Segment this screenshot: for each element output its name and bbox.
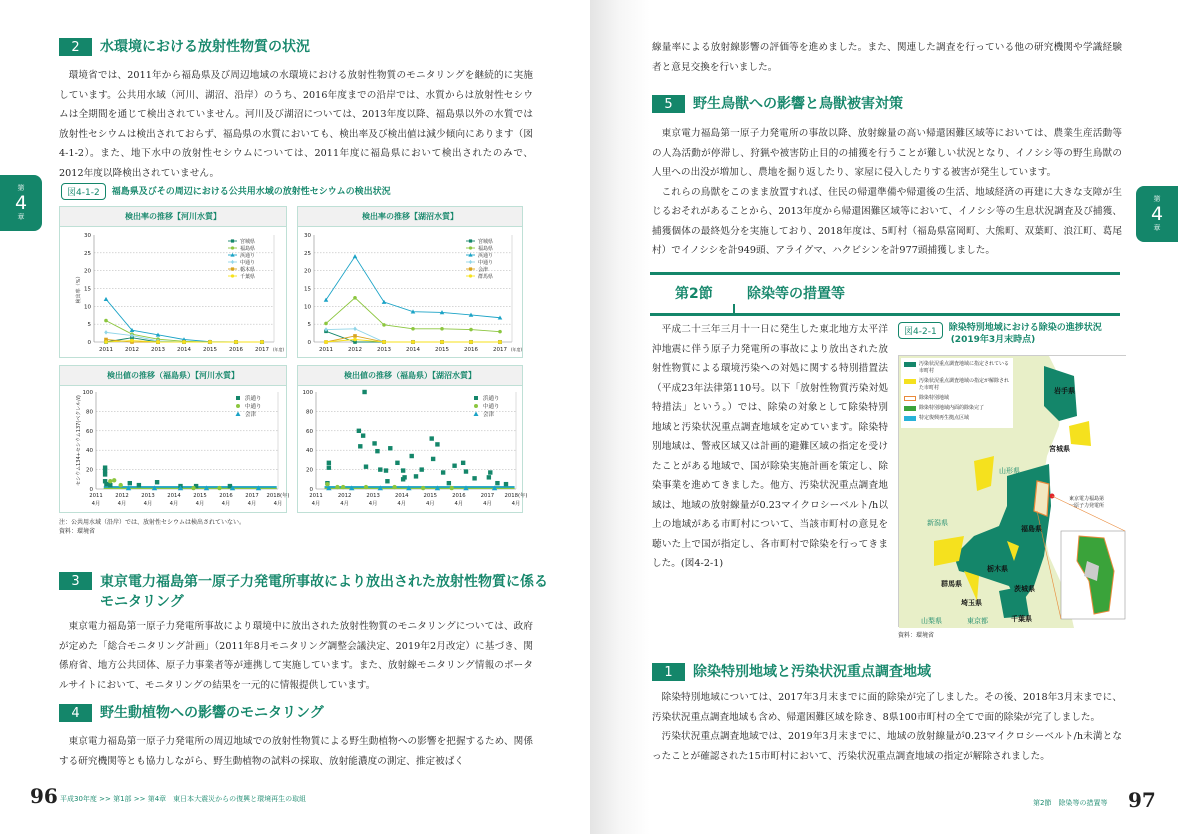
x-tick-label: 2012	[125, 347, 139, 353]
data-point	[112, 478, 116, 482]
data-point	[208, 340, 212, 344]
map-label-tokyo: 東京都	[967, 617, 988, 625]
data-point	[435, 442, 439, 446]
chart-lake-rate-plot	[298, 227, 524, 359]
x-tick-label: 2013	[151, 347, 165, 353]
x-tick-label: 4月	[273, 501, 283, 507]
legend-label: 会津	[483, 412, 495, 418]
data-point	[469, 260, 472, 264]
x-tick-label: 2015	[435, 347, 449, 353]
chapter-tab-number: 4	[14, 192, 28, 214]
series-line	[326, 298, 500, 332]
y-tick-label: 15	[84, 286, 91, 293]
x-tick-label: 2014	[394, 493, 409, 499]
legend-label: 千葉県	[240, 274, 256, 280]
chart-lake-rate	[297, 206, 523, 358]
figure-4-1-2-caption	[61, 183, 391, 200]
legend-label: 会津	[478, 267, 489, 273]
figure-title: 福島県及びその周辺における公共用水域の放射性セシウムの検出状況	[111, 186, 391, 197]
data-point	[104, 319, 108, 323]
data-point	[382, 300, 387, 304]
data-point	[357, 429, 361, 433]
map-legend-item	[904, 405, 1010, 412]
figure-id: 図4-1-2	[61, 183, 106, 200]
x-tick-label: 2015	[193, 493, 207, 499]
data-point	[440, 327, 444, 331]
figure-id: 図4-2-1	[898, 322, 943, 339]
data-point	[103, 468, 107, 472]
data-point	[469, 246, 472, 249]
data-point	[155, 480, 159, 484]
map-label-fukushima: 福島県	[1021, 525, 1042, 533]
legend-label: 宮城県	[240, 239, 256, 245]
legend-swatch	[904, 406, 916, 411]
x-tick-label: 4月	[117, 501, 127, 507]
data-point	[495, 481, 499, 485]
data-point	[487, 475, 491, 479]
data-point	[353, 327, 357, 332]
data-point	[388, 446, 392, 450]
data-point	[401, 468, 405, 472]
data-point	[231, 246, 234, 249]
data-point	[104, 482, 108, 486]
x-tick-label: 2011	[89, 493, 103, 499]
x-tick-label: 4月	[143, 501, 153, 507]
page-number: 96	[30, 784, 58, 808]
data-point	[324, 340, 328, 344]
data-point	[447, 481, 451, 485]
data-point	[104, 330, 108, 335]
chart-river-rate-plot	[60, 227, 288, 359]
x-tick-label: 2015	[203, 347, 217, 353]
x-axis-label: (年度)	[511, 347, 523, 352]
data-point	[335, 485, 339, 489]
x-tick-label: 2016	[464, 347, 478, 353]
x-tick-label: 2017	[493, 347, 507, 353]
y-tick-label: 15	[304, 286, 311, 293]
data-point	[128, 481, 132, 485]
x-tick-label: 2014	[177, 347, 191, 353]
x-tick-label: 4月	[91, 501, 101, 507]
legend-swatch	[904, 379, 916, 384]
data-point	[469, 239, 472, 242]
banner-divider	[733, 304, 735, 313]
section-title-line1: 東京電力福島第一原子力発電所事故により放出された放射性物質に係る	[100, 574, 548, 590]
data-point	[472, 476, 476, 480]
data-point	[410, 454, 414, 458]
x-tick-label: 2014	[167, 493, 181, 499]
y-tick-label: 100	[302, 390, 313, 396]
y-tick-label: 5	[87, 322, 91, 329]
legend-label: 会津	[245, 412, 257, 418]
x-tick-label: 2013	[377, 347, 391, 353]
data-point	[103, 472, 107, 476]
data-point	[236, 412, 241, 417]
x-tick-label: 2014	[406, 347, 420, 353]
data-point	[358, 444, 362, 448]
y-tick-label: 80	[86, 409, 93, 416]
x-tick-label: 2018(年)	[266, 493, 290, 499]
map-label-tochigi: 栃木県	[987, 565, 1008, 573]
map-label-miyagi: 宮城県	[1049, 445, 1070, 453]
data-point	[385, 479, 389, 483]
x-tick-label: 4月	[311, 501, 321, 507]
chart-title: 検出率の推移【河川水質】	[60, 207, 286, 227]
data-point	[375, 449, 379, 453]
section-number: 5	[652, 95, 685, 113]
data-point	[324, 322, 328, 326]
paragraph: 除染特別地域については、2017年3月末までに面的除染が完了しました。その後、2018年3月末までに、汚染状況重点調査地域も含め、帰還困難区域を除き、8県100市町村の全てで面的除染が完了しました。	[652, 692, 1122, 723]
paragraph: 線量率による放射線影響の評価等を進めました。また、関連した調査を行っている他の研究機関や学識経験者と意見交換を行いました。	[652, 42, 1122, 73]
data-point	[108, 479, 112, 483]
data-point	[469, 274, 472, 277]
paragraph: 東京電力福島第一原子力発電所の周辺地域での放射性物質による野生動植物への影響を把握するため、関係する研究機関等とも協力しながら、野生動植物の試料の採取、放射能濃度の測定、推定被ばく	[59, 736, 533, 767]
x-tick-label: 2013	[366, 493, 380, 499]
map-label-saitama: 埼玉県	[961, 599, 982, 607]
figure-title	[949, 322, 1102, 346]
data-point	[361, 433, 365, 437]
map-label-plant: 東京電力福島第一原子力発電所	[1069, 496, 1105, 509]
legend-label: 除染特別地域内面的除染完了	[919, 405, 985, 411]
x-tick-label: 4月	[195, 501, 205, 507]
y-tick-label: 0	[89, 487, 93, 493]
map-label-iwate: 岩手県	[1054, 387, 1075, 395]
x-tick-label: 4月	[511, 501, 521, 507]
data-point	[104, 340, 108, 344]
chapter-tab-prefix: 第	[17, 184, 25, 192]
section-number: 2	[59, 38, 92, 56]
data-point	[231, 274, 234, 277]
map-label-niigata: 新潟県	[927, 519, 948, 527]
x-tick-label: 4月	[340, 501, 349, 507]
data-point	[450, 486, 454, 490]
x-tick-label: 4月	[169, 501, 179, 507]
section-title-line2: モニタリング	[100, 594, 184, 610]
legend-label: 栃木県	[240, 267, 256, 273]
legend-label: 浜通り	[483, 396, 500, 402]
x-tick-label: 2016	[452, 493, 466, 499]
section-3-body	[59, 617, 533, 695]
data-point	[191, 486, 195, 490]
y-tick-label: 20	[306, 467, 313, 474]
data-point	[327, 461, 331, 465]
legend-label: 中通り	[240, 260, 256, 266]
y-tick-label: 40	[306, 448, 313, 455]
data-point	[372, 441, 376, 445]
chart-lake-values	[297, 365, 528, 513]
legend-label: 中通り	[483, 404, 500, 410]
decontamination-map	[898, 355, 1126, 627]
legend-label: 除染特別地域	[919, 395, 950, 401]
chapter-tab-suffix: 章	[1153, 224, 1161, 232]
chapter-tab-suffix: 章	[17, 213, 25, 221]
paragraph: これらの鳥獣をこのまま放置すれば、住民の帰還準備や帰還後の生活、地域経済の再建に大きな支障が生じるおそれがあることから、2013年度から帰還困難区域等において、イノシシ等の生息状況調査及び捕獲、捕獲個体の最終処分を実施しており、2018年度は、5町村（福島県富岡町、大熊町、双葉町、浪江町、葛尾村）でイノシシを計949頭、アライグマ、ハクビシンを計977頭捕獲しました。	[652, 186, 1122, 256]
chapter-section-number: 第2節	[675, 286, 713, 302]
data-point	[108, 483, 112, 487]
paragraph: 汚染状況重点調査地域では、2019年3月末までに、地域の放射線量が0.23マイクロシーベルト/h未満となったことが確認された15市町村において、汚染状況重点調査地域の指定が解除されました。	[652, 731, 1122, 762]
legend-label: 福島県	[478, 246, 494, 252]
data-point	[504, 482, 508, 486]
legend-label: 群馬県	[478, 274, 494, 280]
x-tick-label: 4月	[368, 501, 378, 507]
x-tick-label: 2018(年)	[504, 493, 528, 499]
data-point	[420, 467, 424, 471]
chapter-tab-right[interactable]	[1136, 186, 1178, 242]
section-title: 野生鳥獣への影響と鳥獣被害対策	[693, 96, 903, 112]
data-point	[401, 477, 405, 481]
data-point	[234, 340, 238, 344]
legend-label: 汚染状況重点調査地域の指定が解除された市町村	[919, 378, 1010, 391]
continued-text	[652, 38, 1122, 77]
chart-title: 検出値の推移（福島県）【河川水質】	[60, 366, 286, 386]
chapter-tab-left[interactable]	[0, 175, 42, 231]
legend-swatch	[904, 416, 916, 421]
section-title	[100, 572, 548, 612]
data-point	[231, 260, 234, 264]
section-1-body	[652, 688, 1122, 766]
legend-label: 宮城県	[478, 239, 494, 245]
y-tick-label: 10	[304, 304, 311, 311]
data-point	[392, 485, 396, 489]
data-point	[353, 254, 358, 258]
map-label-chiba: 千葉県	[1011, 615, 1032, 623]
chapter-section-title: 除染等の措置等	[747, 286, 845, 302]
data-point	[231, 239, 234, 242]
map-label-gunma: 群馬県	[941, 580, 962, 588]
y-tick-label: 30	[304, 233, 311, 239]
x-tick-label: 2012	[115, 493, 129, 499]
data-point	[469, 267, 472, 270]
data-point	[469, 340, 473, 344]
x-tick-label: 2017	[480, 493, 495, 499]
y-tick-label: 20	[304, 268, 311, 275]
data-point	[474, 396, 478, 400]
data-point	[382, 340, 386, 344]
data-point	[414, 474, 418, 478]
data-point	[411, 340, 415, 344]
data-point	[341, 485, 345, 489]
data-point	[498, 340, 502, 344]
figure-4-2-1-caption	[898, 322, 1102, 346]
section-5-heading	[652, 94, 903, 114]
legend-label: 中通り	[478, 260, 494, 266]
x-tick-label: 2013	[141, 493, 155, 499]
source-text: 資料：環境省	[59, 528, 96, 535]
x-tick-label: 2017	[255, 347, 269, 353]
data-point	[231, 267, 234, 270]
map-legend-item	[904, 395, 1010, 402]
data-point	[430, 436, 434, 440]
section-1-heading	[652, 662, 931, 682]
map-legend-item	[904, 415, 1010, 422]
chapter-tab-number: 4	[1150, 203, 1164, 225]
y-tick-label: 30	[84, 233, 91, 239]
legend-label: 汚染状況重点調査地域に指定されている市町村	[919, 361, 1010, 374]
data-point	[156, 340, 160, 344]
map-legend-item	[904, 361, 1010, 375]
x-tick-label: 2011	[319, 347, 333, 353]
intro-body	[652, 320, 888, 574]
section-title: 水環境における放射性物質の状況	[100, 39, 310, 55]
data-point	[488, 470, 492, 474]
x-tick-label: 2017	[245, 493, 259, 499]
data-point	[441, 470, 445, 474]
data-point	[236, 396, 240, 400]
figure-title-line2: (2019年3月末時点)	[950, 335, 1036, 345]
x-tick-label: 2011	[99, 347, 113, 353]
x-tick-label: 2012	[337, 493, 352, 499]
section-3-heading	[59, 572, 548, 612]
legend-label: 福島県	[240, 246, 256, 252]
y-tick-label: 100	[82, 390, 93, 396]
data-point	[364, 485, 368, 489]
section-4-heading	[59, 703, 324, 723]
chart-title: 検出値の推移（福島県）【湖沼水質】	[298, 366, 522, 386]
section-number: 1	[652, 663, 685, 681]
y-tick-label: 80	[306, 409, 313, 416]
data-point	[469, 328, 473, 332]
data-point	[378, 467, 382, 471]
section-number: 4	[59, 704, 92, 722]
x-tick-label: 4月	[483, 501, 492, 507]
data-point	[130, 339, 134, 343]
paragraph: 平成二十三年三月十一日に発生した東北地方太平洋沖地震に伴う原子力発電所の事故により放出された放射性物質による環境汚染への対処に関する特別措置法（平成23年法律第110号。以下「放射性物質汚染対処特措法」という。）では、除染の対象として除染特別地域と汚染状況重点調査地域を定めています。除染特別地域は、警戒区域又は計画的避難区域の指定を受けたことがある地域で、国が除染実施計画を策定し、除染事業を進めてきました。他方、汚染状況重点調査地域は、地域の放射線量が0.23マイクロシーベルト/h以上の地域がある市町村について、当該市町村の意見を聴いた上で国が指定し、各市町村で除染を行ってきました。(図4-2-1)	[652, 324, 888, 569]
data-point	[364, 464, 368, 468]
data-point	[119, 483, 123, 487]
section-title: 野生動植物への影響のモニタリング	[100, 705, 324, 721]
map-source: 資料：環境省	[898, 632, 935, 639]
y-tick-label: 10	[84, 304, 91, 311]
y-axis-label: セシウム134+セシウム137(ベクレル/ℓ)	[76, 395, 82, 486]
data-point	[362, 390, 366, 394]
section-5-body	[652, 124, 1122, 261]
x-tick-label: 2015	[423, 493, 438, 499]
legend-swatch	[904, 396, 916, 401]
section-2-body	[59, 66, 533, 183]
footer-breadcrumb[interactable]: 平成30年度 >> 第1部 >> 第4章 東日本大震災からの復興と環境再生の取組	[60, 795, 307, 803]
y-tick-label: 0	[309, 487, 313, 493]
data-point	[440, 340, 444, 344]
figure-note	[59, 518, 245, 536]
y-tick-label: 40	[86, 448, 93, 455]
y-tick-label: 60	[86, 428, 93, 435]
chart-title: 検出率の推移【湖沼水質】	[298, 207, 522, 227]
data-point	[260, 340, 264, 344]
section-title: 除染特別地域と汚染状況重点調査地域	[693, 664, 931, 680]
data-point	[474, 412, 479, 417]
map-legend	[901, 358, 1013, 428]
x-axis-label: (年度)	[273, 347, 285, 352]
figure-title-line1: 除染特別地域における除染の進捗状況	[948, 323, 1102, 333]
chart-lake-values-plot	[298, 386, 528, 514]
data-point	[104, 297, 109, 301]
data-point	[182, 340, 186, 344]
legend-swatch	[904, 362, 916, 367]
y-tick-label: 20	[84, 268, 91, 275]
y-tick-label: 5	[307, 322, 311, 329]
chart-river-values	[59, 365, 290, 513]
y-axis-label: 検出率（%）	[76, 273, 82, 304]
data-point	[464, 469, 468, 473]
map-label-ibaraki: 茨城県	[1014, 585, 1035, 593]
legend-label: 浜通り	[478, 253, 494, 259]
y-tick-label: 25	[84, 250, 91, 257]
data-point	[395, 461, 399, 465]
data-point	[498, 330, 502, 334]
data-point	[382, 323, 386, 327]
data-point	[474, 404, 478, 408]
data-point	[353, 296, 357, 300]
x-tick-label: 4月	[425, 501, 435, 507]
chart-river-values-plot	[60, 386, 288, 514]
legend-label: 特定復興再生拠点区域	[919, 415, 970, 421]
series-line	[326, 256, 500, 317]
y-tick-label: 20	[86, 467, 93, 474]
chart-river-rate	[59, 206, 287, 358]
data-point	[327, 465, 331, 469]
section-2-heading	[59, 37, 310, 57]
legend-label: 中通り	[245, 404, 262, 410]
x-tick-label: 2012	[348, 347, 362, 353]
x-tick-label: 4月	[221, 501, 231, 507]
x-tick-label: 4月	[247, 501, 257, 507]
chapter-section-banner	[650, 272, 1120, 316]
section-number: 3	[59, 572, 92, 590]
data-point	[411, 327, 415, 331]
paragraph: 東京電力福島第一原子力発電所の事故以降、放射線量の高い帰還困難区域等においては、農業生産活動等の人為活動が停滞し、狩猟や被害防止目的の捕獲を行うことが難しい状況となり、イノシシ等の野生鳥獣の人里への出没が増加し、農地を掘り返したり、家屋に侵入したりする被害が発生しています。	[652, 128, 1122, 178]
paragraph: 環境省では、2011年から福島県及び周辺地域の水環境における放射性物質のモニタリングを継続的に実施しています。公共用水域（河川、湖沼、沿岸）のうち、2016年度までの沿岸では、水質からは放射性セシウムは全期間を通じて検出されていません。河川及び湖沼については、2013年度以降、福島県以外の水質では放射性セシウムは検出されておらず、福島県の水質においても、検出率及び検出値は減少傾向にあります（図4-1-2）。また、地下水中の放射性セシウムについては、2011年度に福島県において検出されたのみで、2012年度以降検出されていません。	[59, 70, 533, 179]
special-zone-area	[1034, 481, 1049, 516]
data-point	[431, 457, 435, 461]
chapter-tab-prefix: 第	[1153, 195, 1161, 203]
x-tick-label: 2011	[309, 493, 323, 499]
map-legend-item	[904, 378, 1010, 392]
x-tick-label: 4月	[397, 501, 407, 507]
data-point	[452, 464, 456, 468]
paragraph: 東京電力福島第一原子力発電所事故により環境中に放出された放射性物質のモニタリングについては、政府が定めた「総合モニタリング計画」（2011年8月モニタリング調整会議決定、2019年2月改定）に基づき、関係府省、地方公共団体、原子力事業者等が連携して実施しています。また、放射線モニタリング情報のポータルサイトにおいて、モニタリングの結果を一元的に情報提供しています。	[59, 621, 533, 691]
section-4-body	[59, 732, 533, 771]
data-point	[421, 486, 425, 490]
data-point	[353, 334, 357, 338]
y-tick-label: 25	[304, 250, 311, 257]
y-tick-label: 0	[87, 340, 91, 346]
x-tick-label: 2016	[219, 493, 233, 499]
data-point	[384, 468, 388, 472]
data-point	[236, 404, 240, 408]
data-point	[353, 338, 357, 342]
page-number: 97	[1128, 788, 1156, 812]
footer-section[interactable]: 第2節 除染等の措置等	[1033, 799, 1108, 807]
x-tick-label: 4月	[454, 501, 464, 507]
data-point	[217, 486, 221, 490]
legend-label: 浜通り	[245, 396, 262, 402]
data-point	[137, 483, 141, 487]
x-tick-label: 2016	[229, 347, 243, 353]
data-point	[461, 461, 465, 465]
y-tick-label: 0	[307, 340, 311, 346]
map-label-yamanashi: 山梨県	[921, 617, 942, 625]
map-label-yamagata: 山形県	[999, 467, 1020, 475]
y-tick-label: 60	[306, 428, 313, 435]
note-text: 注：公共用水域（沿岸）では、放射性セシウムは検出されていない。	[59, 519, 245, 526]
legend-label: 浜通り	[240, 253, 256, 259]
